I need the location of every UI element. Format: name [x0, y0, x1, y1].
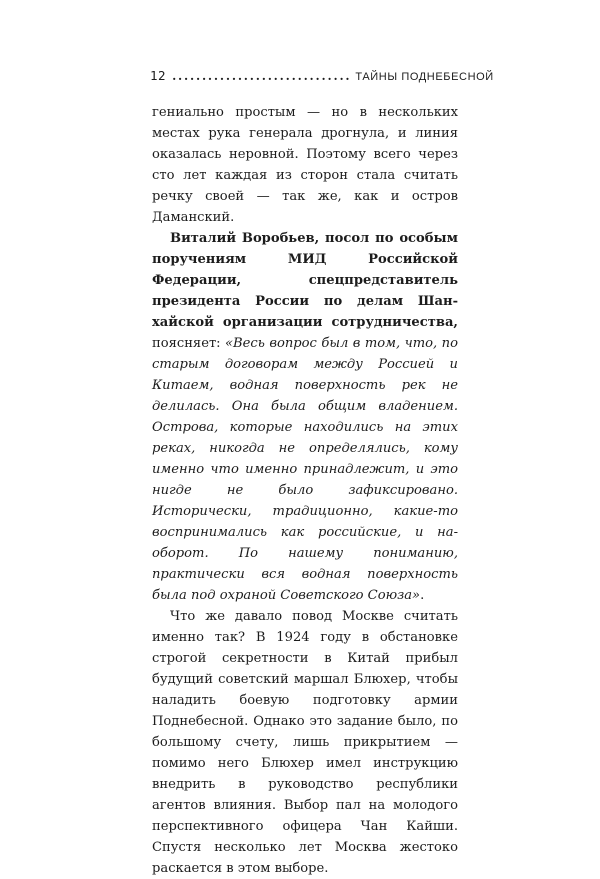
- page-body: [152, 102, 458, 879]
- running-header: [150, 68, 494, 84]
- page-number: 12: [150, 68, 167, 83]
- speaker-attribution: Виталий Воробьев, посол по особым поручениям МИД Российской Федерации, спецпредставитель президента России по делам Шанхайской организации сотрудничества,: [152, 231, 458, 330]
- speaker-verb: поясняет:: [152, 336, 226, 351]
- quotation: «Весь вопрос был в том, что, по старым договорам между Россией и Китаем, водная поверхность рек не делилась. Она была общим владением. Острова, которые находились на этих реках, никогда не определялись, кому именно что именно принадлежит, и это нигде не было зафиксировано. Исторически, традиционно, какие-то воспринимались как российские, и наоборот. По нашему пониманию, практически вся водная поверхность была под охраной Советского Союза»: [152, 336, 458, 603]
- header-leader-dots: ..............................: [172, 69, 352, 83]
- paragraph-continuation: гениально простым — но в нескольких местах рука генерала дрогнула, и линия оказалась неровной. Поэтому всего через сто лет каждая из сторон стала считать речку своей — так же, как и остров Даманский.: [152, 105, 458, 225]
- quote-end: .: [420, 588, 425, 603]
- book-title: ТАЙНЫ ПОДНЕБЕСНОЙ: [355, 71, 494, 83]
- paragraph-quote: [152, 228, 458, 606]
- paragraph-narrative: Что же давало повод Москве считать именно так? В 1924 году в обстановке строгой секретности в Китай прибыл будущий советский маршал Блюхер, чтобы наладить боевую подготовку армии Поднебесной. Однако это задание было, по большому счету, лишь прикрытием — помимо него Блюхер имел инструкцию внедрить в руководство республики агентов влияния. Выбор пал на молодого перспективного офицера Чан Кайши. Спустя несколько лет Москва жестоко раскается в этом выборе.: [152, 609, 458, 876]
